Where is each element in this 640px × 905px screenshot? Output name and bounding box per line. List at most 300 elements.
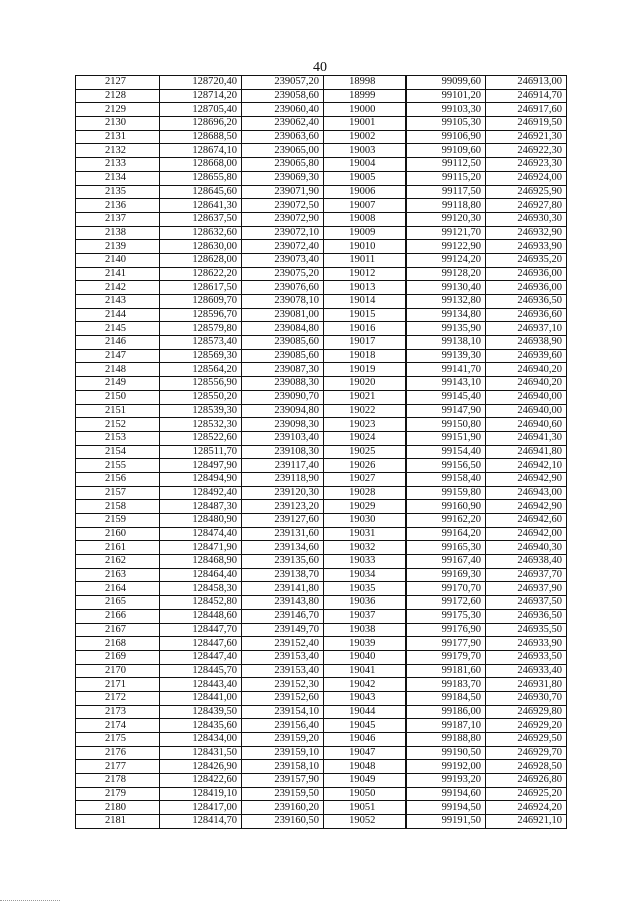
point-number-left: 2171 [76,678,160,692]
point-number-right: 19008 [324,212,406,226]
point-number-left: 2141 [76,267,160,281]
coordinates-table-body [76,76,567,829]
x-coordinate-left: 128480,90 [160,514,242,528]
table-row [76,336,567,350]
y-coordinate-right: 246943,00 [486,486,567,500]
point-number-left: 2180 [76,801,160,815]
y-coordinate-left: 239084,80 [242,322,324,336]
x-coordinate-right: 99167,40 [406,555,486,569]
table-row [76,363,567,377]
y-coordinate-right: 246937,10 [486,322,567,336]
y-coordinate-right: 246914,70 [486,89,567,103]
x-coordinate-right: 99164,20 [406,527,486,541]
x-coordinate-right: 99169,30 [406,568,486,582]
y-coordinate-right: 246924,20 [486,801,567,815]
x-coordinate-right: 99121,70 [406,226,486,240]
table-row [76,582,567,596]
x-coordinate-left: 128556,90 [160,377,242,391]
x-coordinate-left: 128550,20 [160,390,242,404]
point-number-right: 19032 [324,541,406,555]
x-coordinate-right: 99154,40 [406,445,486,459]
table-row [76,801,567,815]
x-coordinate-left: 128435,60 [160,719,242,733]
point-number-right: 19005 [324,171,406,185]
coordinates-table [75,75,567,829]
x-coordinate-left: 128497,90 [160,459,242,473]
point-number-right: 19046 [324,733,406,747]
table-row [76,322,567,336]
table-row [76,404,567,418]
point-number-left: 2147 [76,349,160,363]
x-coordinate-right: 99147,90 [406,404,486,418]
point-number-right: 18998 [324,76,406,90]
point-number-left: 2179 [76,787,160,801]
table-row [76,623,567,637]
y-coordinate-right: 246936,60 [486,308,567,322]
point-number-right: 19051 [324,801,406,815]
y-coordinate-left: 239078,10 [242,295,324,309]
y-coordinate-left: 239156,40 [242,719,324,733]
point-number-left: 2140 [76,253,160,267]
table-row [76,486,567,500]
table-row [76,555,567,569]
y-coordinate-left: 239072,90 [242,212,324,226]
x-coordinate-left: 128609,70 [160,295,242,309]
y-coordinate-left: 239094,80 [242,404,324,418]
x-coordinate-right: 99124,20 [406,253,486,267]
y-coordinate-right: 246927,80 [486,199,567,213]
y-coordinate-right: 246926,80 [486,774,567,788]
x-coordinate-right: 99156,50 [406,459,486,473]
table-row [76,240,567,254]
x-coordinate-left: 128487,30 [160,500,242,514]
point-number-left: 2178 [76,774,160,788]
table-row [76,76,567,90]
y-coordinate-left: 239071,90 [242,185,324,199]
table-row [76,390,567,404]
y-coordinate-left: 239081,00 [242,308,324,322]
y-coordinate-left: 239127,60 [242,514,324,528]
y-coordinate-left: 239103,40 [242,431,324,445]
x-coordinate-right: 99120,30 [406,212,486,226]
y-coordinate-right: 246921,30 [486,130,567,144]
point-number-left: 2173 [76,705,160,719]
point-number-left: 2130 [76,117,160,131]
y-coordinate-right: 246933,90 [486,240,567,254]
x-coordinate-left: 128447,70 [160,623,242,637]
point-number-right: 19010 [324,240,406,254]
y-coordinate-left: 239160,50 [242,815,324,829]
point-number-right: 19002 [324,130,406,144]
point-number-left: 2145 [76,322,160,336]
point-number-right: 19020 [324,377,406,391]
y-coordinate-left: 239069,30 [242,171,324,185]
point-number-left: 2176 [76,746,160,760]
y-coordinate-left: 239152,30 [242,678,324,692]
x-coordinate-right: 99192,00 [406,760,486,774]
point-number-right: 19048 [324,760,406,774]
point-number-left: 2128 [76,89,160,103]
x-coordinate-left: 128445,70 [160,664,242,678]
y-coordinate-left: 239159,50 [242,787,324,801]
point-number-right: 19007 [324,199,406,213]
y-coordinate-right: 246929,20 [486,719,567,733]
y-coordinate-right: 246942,60 [486,514,567,528]
y-coordinate-right: 246930,30 [486,212,567,226]
x-coordinate-right: 99177,90 [406,637,486,651]
point-number-right: 19019 [324,363,406,377]
table-row [76,541,567,555]
point-number-left: 2168 [76,637,160,651]
y-coordinate-right: 246921,10 [486,815,567,829]
x-coordinate-left: 128630,00 [160,240,242,254]
y-coordinate-right: 246936,50 [486,295,567,309]
y-coordinate-left: 239141,80 [242,582,324,596]
point-number-right: 19050 [324,787,406,801]
point-number-left: 2149 [76,377,160,391]
x-coordinate-left: 128564,20 [160,363,242,377]
y-coordinate-right: 246937,50 [486,596,567,610]
y-coordinate-left: 239075,20 [242,267,324,281]
point-number-right: 19035 [324,582,406,596]
table-row [76,568,567,582]
table-row [76,609,567,623]
point-number-left: 2150 [76,390,160,404]
point-number-left: 2142 [76,281,160,295]
point-number-right: 19052 [324,815,406,829]
point-number-right: 19015 [324,308,406,322]
x-coordinate-left: 128596,70 [160,308,242,322]
y-coordinate-right: 246940,20 [486,377,567,391]
table-row [76,103,567,117]
table-row [76,158,567,172]
y-coordinate-left: 239134,60 [242,541,324,555]
y-coordinate-left: 239120,30 [242,486,324,500]
table-row [76,527,567,541]
x-coordinate-right: 99112,50 [406,158,486,172]
point-number-left: 2129 [76,103,160,117]
y-coordinate-left: 239098,30 [242,418,324,432]
point-number-left: 2155 [76,459,160,473]
table-row [76,815,567,829]
table-row [76,774,567,788]
x-coordinate-right: 99135,90 [406,322,486,336]
y-coordinate-right: 246935,20 [486,253,567,267]
y-coordinate-left: 239152,40 [242,637,324,651]
x-coordinate-left: 128448,60 [160,609,242,623]
y-coordinate-right: 246923,30 [486,158,567,172]
point-number-right: 19041 [324,664,406,678]
x-coordinate-left: 128641,30 [160,199,242,213]
x-coordinate-left: 128573,40 [160,336,242,350]
y-coordinate-left: 239158,10 [242,760,324,774]
x-coordinate-left: 128720,40 [160,76,242,90]
y-coordinate-right: 246932,90 [486,226,567,240]
point-number-right: 19003 [324,144,406,158]
x-coordinate-left: 128645,60 [160,185,242,199]
x-coordinate-right: 99122,90 [406,240,486,254]
y-coordinate-right: 246925,90 [486,185,567,199]
x-coordinate-right: 99130,40 [406,281,486,295]
point-number-left: 2157 [76,486,160,500]
table-row [76,377,567,391]
y-coordinate-right: 246941,80 [486,445,567,459]
point-number-right: 19033 [324,555,406,569]
table-row [76,691,567,705]
y-coordinate-left: 239154,10 [242,705,324,719]
y-coordinate-left: 239135,60 [242,555,324,569]
x-coordinate-left: 128628,00 [160,253,242,267]
point-number-left: 2163 [76,568,160,582]
x-coordinate-left: 128458,30 [160,582,242,596]
y-coordinate-left: 239157,90 [242,774,324,788]
table-row [76,472,567,486]
x-coordinate-left: 128705,40 [160,103,242,117]
point-number-right: 19027 [324,472,406,486]
y-coordinate-left: 239108,30 [242,445,324,459]
point-number-left: 2172 [76,691,160,705]
point-number-left: 2165 [76,596,160,610]
footer-divider [0,900,60,901]
point-number-right: 19028 [324,486,406,500]
table-row [76,267,567,281]
point-number-left: 2144 [76,308,160,322]
point-number-right: 19012 [324,267,406,281]
x-coordinate-left: 128632,60 [160,226,242,240]
point-number-right: 19031 [324,527,406,541]
point-number-left: 2137 [76,212,160,226]
point-number-right: 19040 [324,650,406,664]
y-coordinate-left: 239065,00 [242,144,324,158]
y-coordinate-right: 246929,70 [486,746,567,760]
x-coordinate-right: 99191,50 [406,815,486,829]
table-row [76,733,567,747]
point-number-right: 19011 [324,253,406,267]
x-coordinate-left: 128539,30 [160,404,242,418]
x-coordinate-left: 128452,80 [160,596,242,610]
table-row [76,418,567,432]
y-coordinate-left: 239060,40 [242,103,324,117]
x-coordinate-right: 99105,30 [406,117,486,131]
table-row [76,787,567,801]
x-coordinate-right: 99099,60 [406,76,486,90]
point-number-right: 19018 [324,349,406,363]
x-coordinate-left: 128414,70 [160,815,242,829]
point-number-right: 19025 [324,445,406,459]
table-row [76,705,567,719]
x-coordinate-right: 99115,20 [406,171,486,185]
point-number-left: 2166 [76,609,160,623]
x-coordinate-right: 99117,50 [406,185,486,199]
y-coordinate-left: 239073,40 [242,253,324,267]
x-coordinate-left: 128439,50 [160,705,242,719]
y-coordinate-left: 239085,60 [242,336,324,350]
y-coordinate-left: 239072,50 [242,199,324,213]
y-coordinate-right: 246935,50 [486,623,567,637]
y-coordinate-right: 246941,30 [486,431,567,445]
x-coordinate-left: 128579,80 [160,322,242,336]
y-coordinate-right: 246936,50 [486,609,567,623]
point-number-right: 19001 [324,117,406,131]
x-coordinate-left: 128637,50 [160,212,242,226]
x-coordinate-right: 99184,50 [406,691,486,705]
table-row [76,199,567,213]
x-coordinate-right: 99172,60 [406,596,486,610]
x-coordinate-left: 128419,10 [160,787,242,801]
y-coordinate-left: 239072,40 [242,240,324,254]
x-coordinate-left: 128696,20 [160,117,242,131]
point-number-right: 19047 [324,746,406,760]
table-row [76,185,567,199]
table-row [76,253,567,267]
y-coordinate-left: 239088,30 [242,377,324,391]
x-coordinate-left: 128532,30 [160,418,242,432]
y-coordinate-right: 246929,50 [486,733,567,747]
x-coordinate-left: 128569,30 [160,349,242,363]
y-coordinate-left: 239063,60 [242,130,324,144]
table-row [76,445,567,459]
point-number-left: 2175 [76,733,160,747]
x-coordinate-right: 99103,30 [406,103,486,117]
y-coordinate-right: 246922,30 [486,144,567,158]
point-number-left: 2143 [76,295,160,309]
x-coordinate-left: 128443,40 [160,678,242,692]
point-number-left: 2136 [76,199,160,213]
y-coordinate-right: 246925,20 [486,787,567,801]
x-coordinate-right: 99176,90 [406,623,486,637]
x-coordinate-right: 99139,30 [406,349,486,363]
y-coordinate-right: 246937,70 [486,568,567,582]
point-number-right: 19013 [324,281,406,295]
point-number-right: 19004 [324,158,406,172]
y-coordinate-right: 246930,70 [486,691,567,705]
x-coordinate-left: 128417,00 [160,801,242,815]
point-number-right: 19042 [324,678,406,692]
x-coordinate-left: 128655,80 [160,171,242,185]
x-coordinate-left: 128522,60 [160,431,242,445]
x-coordinate-right: 99162,20 [406,514,486,528]
x-coordinate-right: 99132,80 [406,295,486,309]
table-row [76,678,567,692]
x-coordinate-right: 99151,90 [406,431,486,445]
y-coordinate-right: 246933,90 [486,637,567,651]
point-number-left: 2138 [76,226,160,240]
y-coordinate-left: 239138,70 [242,568,324,582]
point-number-right: 19036 [324,596,406,610]
y-coordinate-left: 239153,40 [242,664,324,678]
point-number-left: 2164 [76,582,160,596]
y-coordinate-left: 239090,70 [242,390,324,404]
x-coordinate-left: 128422,60 [160,774,242,788]
y-coordinate-left: 239076,60 [242,281,324,295]
y-coordinate-right: 246942,10 [486,459,567,473]
x-coordinate-right: 99159,80 [406,486,486,500]
point-number-right: 19006 [324,185,406,199]
x-coordinate-right: 99181,60 [406,664,486,678]
x-coordinate-right: 99186,00 [406,705,486,719]
table-row [76,212,567,226]
table-row [76,719,567,733]
y-coordinate-right: 246942,90 [486,472,567,486]
table-row [76,746,567,760]
table-row [76,171,567,185]
point-number-left: 2169 [76,650,160,664]
y-coordinate-right: 246940,60 [486,418,567,432]
point-number-left: 2151 [76,404,160,418]
y-coordinate-right: 246928,50 [486,760,567,774]
table-row [76,650,567,664]
point-number-left: 2174 [76,719,160,733]
point-number-left: 2153 [76,431,160,445]
table-row [76,637,567,651]
x-coordinate-right: 99175,30 [406,609,486,623]
y-coordinate-right: 246913,00 [486,76,567,90]
point-number-right: 19009 [324,226,406,240]
x-coordinate-left: 128441,00 [160,691,242,705]
y-coordinate-right: 246940,20 [486,363,567,377]
table-row [76,514,567,528]
table-row [76,664,567,678]
table-row [76,308,567,322]
y-coordinate-left: 239152,60 [242,691,324,705]
y-coordinate-right: 246940,30 [486,541,567,555]
point-number-left: 2139 [76,240,160,254]
x-coordinate-right: 99101,20 [406,89,486,103]
x-coordinate-left: 128674,10 [160,144,242,158]
x-coordinate-left: 128431,50 [160,746,242,760]
x-coordinate-left: 128447,60 [160,637,242,651]
x-coordinate-left: 128714,20 [160,89,242,103]
y-coordinate-left: 239062,40 [242,117,324,131]
table-row [76,760,567,774]
y-coordinate-left: 239149,70 [242,623,324,637]
x-coordinate-left: 128492,40 [160,486,242,500]
x-coordinate-right: 99141,70 [406,363,486,377]
x-coordinate-left: 128471,90 [160,541,242,555]
x-coordinate-left: 128464,40 [160,568,242,582]
point-number-left: 2134 [76,171,160,185]
point-number-left: 2146 [76,336,160,350]
x-coordinate-right: 99143,10 [406,377,486,391]
x-coordinate-right: 99106,90 [406,130,486,144]
point-number-left: 2167 [76,623,160,637]
x-coordinate-left: 128617,50 [160,281,242,295]
y-coordinate-left: 239153,40 [242,650,324,664]
x-coordinate-right: 99128,20 [406,267,486,281]
point-number-right: 19014 [324,295,406,309]
x-coordinate-right: 99134,80 [406,308,486,322]
y-coordinate-left: 239159,20 [242,733,324,747]
point-number-left: 2177 [76,760,160,774]
table-row [76,431,567,445]
point-number-left: 2148 [76,363,160,377]
y-coordinate-left: 239117,40 [242,459,324,473]
point-number-left: 2152 [76,418,160,432]
y-coordinate-right: 246936,00 [486,281,567,295]
point-number-left: 2181 [76,815,160,829]
point-number-right: 19029 [324,500,406,514]
x-coordinate-left: 128434,00 [160,733,242,747]
table-row [76,144,567,158]
table-row [76,130,567,144]
point-number-left: 2159 [76,514,160,528]
y-coordinate-right: 246924,00 [486,171,567,185]
y-coordinate-right: 246936,00 [486,267,567,281]
y-coordinate-right: 246942,90 [486,500,567,514]
x-coordinate-right: 99145,40 [406,390,486,404]
point-number-right: 18999 [324,89,406,103]
x-coordinate-right: 99183,70 [406,678,486,692]
